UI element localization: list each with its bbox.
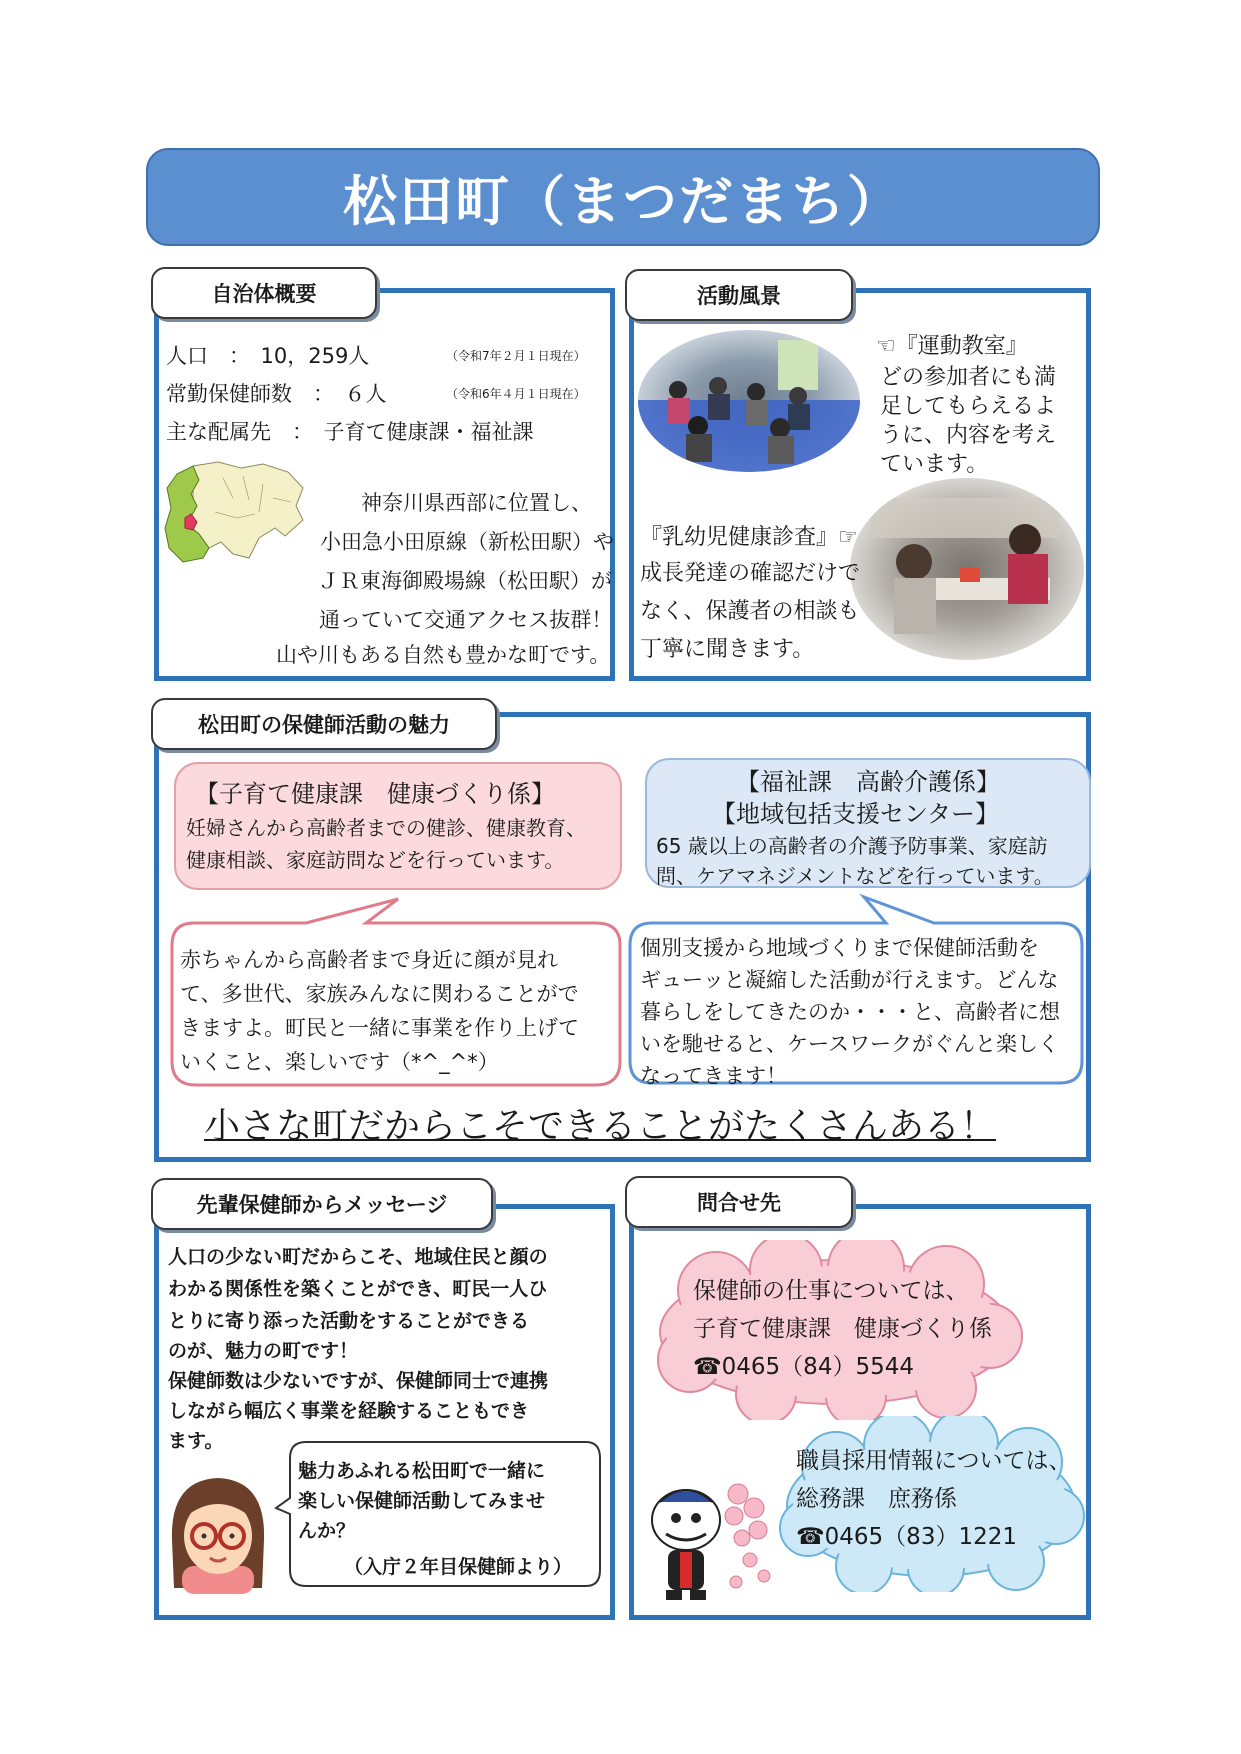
population-note: （令和7年２月１日現在） [446,349,586,363]
nurses-label: 常勤保健師数 ： ６人 [166,382,387,406]
overview-desc-line-4: 通っていて交通アクセス抜群！ [319,608,613,632]
kosodate-box-line-2: 健康相談、家庭訪問などを行っています。 [186,848,565,872]
kosodate-box-title: 【子育て健康課 健康づくり係】 [195,780,555,808]
right-bubble-line-5: なってきます！ [640,1064,787,1088]
message-tab [151,1178,493,1230]
overview-desc-line-5: 山や川もある自然も豊かな町です。 [276,643,611,667]
dept-label: 主な配属先 ： 子育て健康課・福祉課 [166,420,534,444]
left-bubble-line-2: て、多世代、家族みんなに関わることがで [180,982,579,1006]
message-line-7: ます。 [168,1430,224,1452]
nurse-avatar-icon [162,1470,274,1594]
population-label: 人口 ： 10，259人 [166,344,370,368]
message-line-2: わかる関係性を築くことができ、町民一人ひ [168,1278,548,1300]
contact2-phone: ☎0465（83）1221 [796,1524,1017,1550]
right-bubble-line-2: ギューッと凝縮した活動が行えます。どんな [640,968,1059,992]
contact2-line-2: 総務課 庶務係 [796,1486,957,1512]
exercise-class-photo [638,330,860,472]
appeal-tab-label: 松田町の保健師活動の魅力 [198,713,450,737]
kosodate-box-line-1: 妊婦さんから高齢者までの健診、健康教育、 [186,816,586,840]
exercise-title: ☜『運動教室』 [876,334,1028,359]
message-line-3: とりに寄り添った活動をすることができる [168,1310,530,1332]
message-bubble-line-1: 魅力あふれる松田町で一緒に [298,1460,546,1482]
fukushi-box-title-2: 【地域包括支援センター】 [712,800,1000,828]
right-bubble-line-1: 個別支援から地域づくりまで保健師活動を [640,936,1039,960]
town-mascot-icon [638,1472,778,1608]
contact-tab [625,1176,853,1228]
left-bubble-line-4: いくこと、楽しいです（*^_^*） [180,1050,499,1074]
exercise-line-3: うに、内容を考え [880,423,1057,448]
left-bubble-line-3: きますよ。町民と一緒に事業を作り上げて [180,1016,579,1040]
nurses-note: （令和6年４月１日現在） [446,387,586,401]
appeal-tab [151,698,497,750]
infant-checkup-scene [850,478,1084,660]
contact1-line-1: 保健師の仕事については、 [693,1278,969,1304]
contact-tab-label: 問合せ先 [697,1191,781,1215]
exercise-line-4: ています。 [880,452,989,477]
message-line-1: 人口の少ない町だからこそ、地域住民と顔の [168,1246,548,1268]
right-bubble-line-3: 暮らしをしてきたのか・・・と、高齢者に想 [640,1000,1060,1024]
fukushi-box-title-1: 【福祉課 高齢介護係】 [736,768,1000,796]
page-title: 松田町（まつだまち） [343,169,903,233]
contact1-line-2: 子育て健康課 健康づくり係 [693,1316,992,1342]
overview-tab [151,267,377,319]
infant-checkup-photo [850,478,1084,660]
message-line-4: のが、魅力の町です！ [168,1340,359,1362]
checkup-title: 『乳幼児健康診査』☞ [640,525,858,550]
left-bubble-line-1: 赤ちゃんから高齢者まで身近に顔が見れ [180,948,558,972]
checkup-line-2: なく、保護者の相談も [640,599,860,624]
message-bubble-line-3: んか？ [298,1520,356,1542]
message-line-6: しながら幅広く事業を経験することもでき [168,1400,530,1422]
activity-tab [625,269,853,321]
kanagawa-map-icon [163,458,308,570]
contact1-phone: ☎0465（84）5544 [693,1354,914,1380]
fukushi-box-line-1: 65 歳以上の高齢者の介護予防事業、家庭訪 [656,834,1048,858]
overview-tab-label: 自治体概要 [211,282,317,306]
message-line-5: 保健師数は少ないですが、保健師同士で連携 [168,1370,549,1392]
fukushi-box-line-2: 問、ケアマネジメントなどを行っています。 [656,864,1054,888]
message-tab-label: 先輩保健師からメッセージ [196,1193,448,1217]
contact2-line-1: 職員採用情報については、 [796,1448,1072,1474]
checkup-line-3: 丁寧に聞きます。 [640,637,815,662]
page-title-bar [146,148,1100,246]
activity-tab-label: 活動風景 [697,284,781,308]
message-bubble-sign: （入庁２年目保健師より） [344,1556,573,1578]
overview-desc-line-3: ＪＲ東海御殿場線（松田駅）が [318,569,612,593]
overview-desc-line-1: 神奈川県西部に位置し、 [361,491,592,515]
exercise-line-1: どの参加者にも満 [880,365,1057,390]
right-bubble-line-4: いを馳せると、ケースワークがぐんと楽しく [640,1032,1059,1056]
exercise-line-2: 足してもらえるよ [880,394,1057,419]
overview-desc-line-2: 小田急小田原線（新松田駅）や [320,530,614,554]
appeal-slogan: 小さな町だからこそできることがたくさんある！ [204,1106,997,1147]
exercise-class-scene [638,330,860,472]
checkup-line-1: 成長発達の確認だけで [640,561,861,586]
message-bubble-line-2: 楽しい保健師活動してみませ [298,1490,546,1512]
